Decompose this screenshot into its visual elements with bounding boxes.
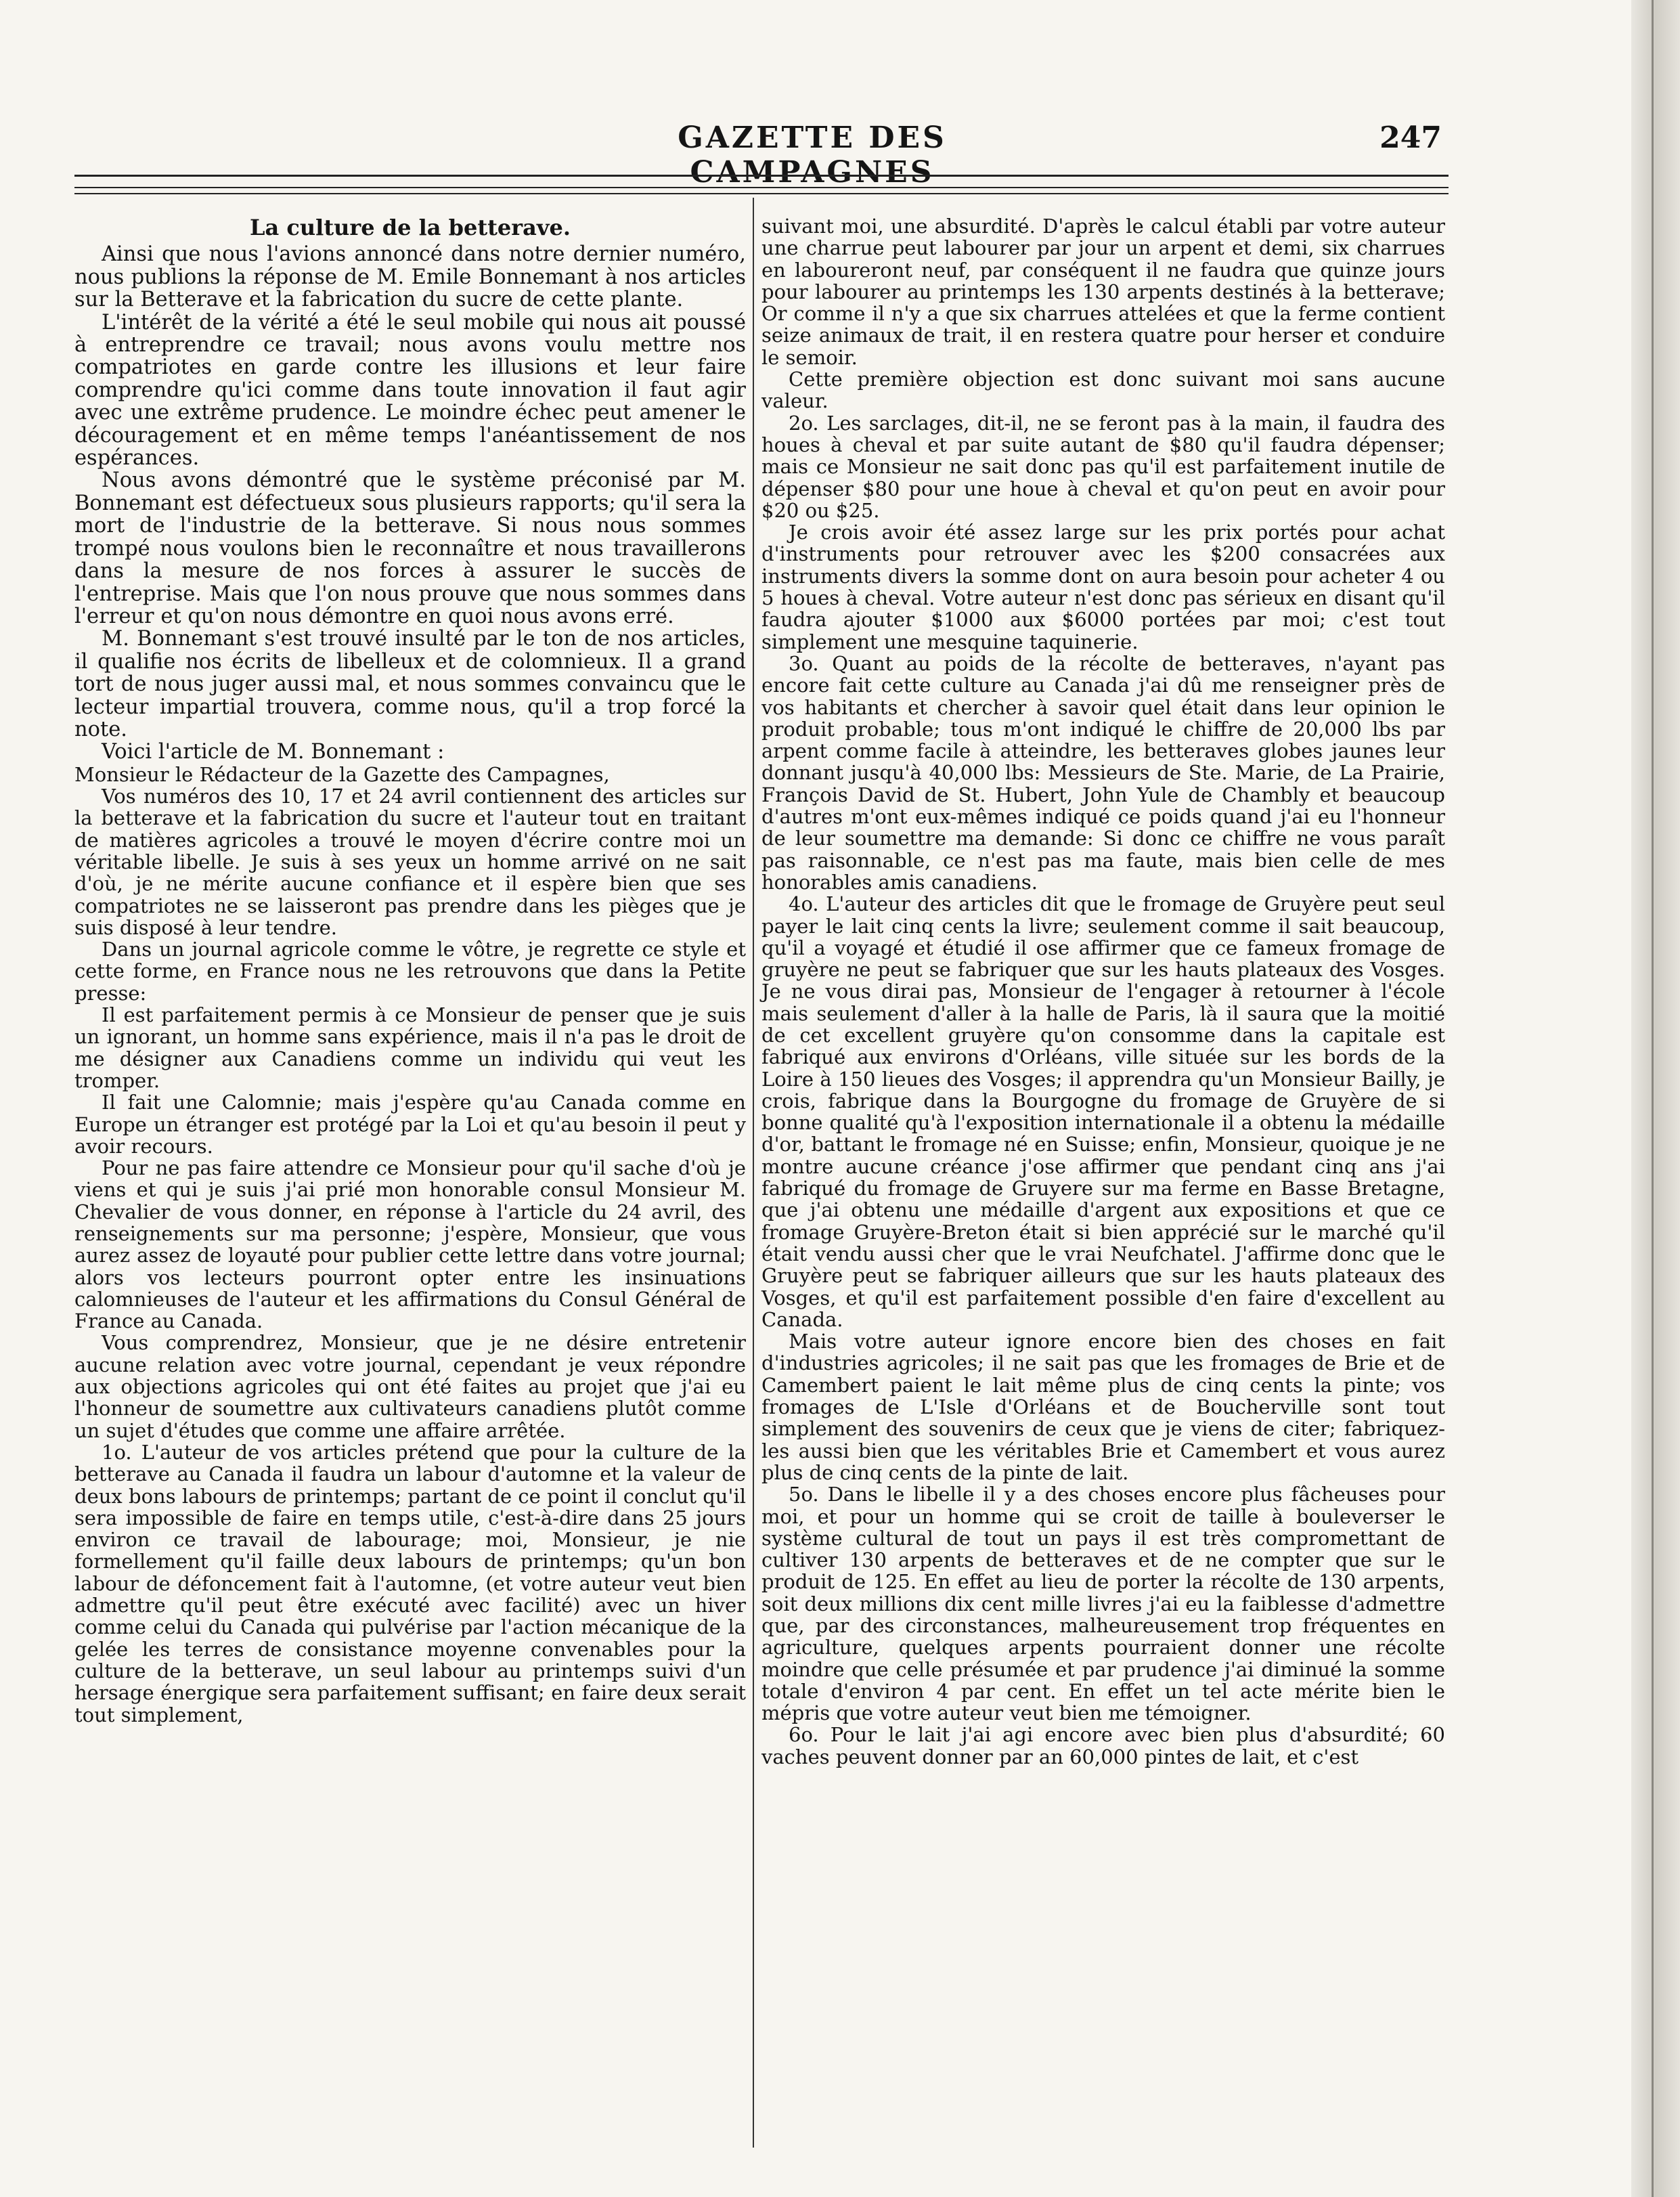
paragraph: M. Bonnemant s'est trouvé insulté par le ton de nos articles, il qualifie nos écrits de libelleux et de colomnieux. Il a grand tort de nous juger aussi mal, et nous sommes convaincu que le lecteur impartial trouvera, comme nous, qu'il a trop forcé la note. (74, 627, 746, 741)
letter-paragraph: 5o. Dans le libelle il y a des choses encore plus fâcheuses pour moi, et pour un homme qui se croit de taille à bouleverser le système cultural de tout un pays il est très compromettant de cultiver 130 arpents de betteraves et de ne compter que sur le produit de 125. En effet au lieu de porter la récolte de 130 arpents, soit deux millions dix cent mille livres j'ai eu la faiblesse d'admettre que, par des circonstances, malheureusement trop fréquentes en agriculture, quelques arpents pourraient donner une récolte moindre que celle présumée et par prudence j'ai diminué la somme totale d'environ 4 par cent. En effet un tel acte mérite bien le mépris que votre auteur veut bien me témoigner. (761, 1483, 1445, 1725)
letter-paragraph: Il fait une Calomnie; mais j'espère qu'au Canada comme en Europe un étranger est protégé par la Loi et qu'au besoin il peut y avoir recours. (74, 1091, 746, 1158)
letter-paragraph: 4o. L'auteur des articles dit que le fromage de Gruyère peut seul payer le lait cinq cents la livre; seulement comme il sait beaucoup, qu'il a voyagé et étudié il ose affirmer que ce fameux fromage de gruyère ne peut se fabriquer que sur les hauts plateaux des Vosges. Je ne vous dirai pas, Monsieur de l'engager à retourner à l'école mais seulement d'aller à la halle de Paris, là il saura que la moitié de cet excellent gruyère qu'on consomme dans la capitale est fabriqué aux environs d'Orléans, ville située sur les bords de la Loire à 150 lieues des Vosges; il apprendra qu'un Monsieur Bailly, je crois, fabrique dans la Bourgogne du fromage de Gruyère de si bonne qualité qu'à l'exposition internationale il a obtenu la médaille d'or, battant le fromage né en Suisse; enfin, Monsieur, quoique je ne montre aucune créance j'ose affirmer que pendant cinq ans j'ai fabriqué du fromage de Gruyere sur ma ferme en Basse Bretagne, que j'ai obtenu une médaille d'argent aux expositions et que ce fromage Gruyère-Breton était si bien apprécié sur le marché qu'il était vendu aussi cher que le vrai Neufchatel. J'affirme donc que le Gruyère peut se fabriquer ailleurs que sur les hauts plateaux des Vosges, et qu'il est parfaitement possible d'en faire d'excellent au Canada. (761, 892, 1445, 1331)
paragraph: L'intérêt de la vérité a été le seul mobile qui nous ait poussé à entreprendre ce travail; nous avons voulu mettre nos compatriotes en garde contre les illusions et leur faire comprendre qu'ici comme dans toute innovation il faut agir avec une extrême prudence. Le moindre échec peut amener le découragement et en même temps l'anéantissement de nos espérances. (74, 310, 746, 471)
letter-salutation: Monsieur le Rédacteur de la Gazette des Campagnes, (74, 762, 610, 786)
letter-paragraph: Vous comprendrez, Monsieur, que je ne désire entretenir aucune relation avec votre journal, cependant je veux répondre aux objections agricoles qui ont été faites au projet que j'ai eu l'honneur de soumettre aux cultivateurs canadiens plutôt comme un sujet d'études que comme une affaire arrêtée. (74, 1331, 746, 1442)
article-heading: La culture de la betterave. (250, 215, 571, 240)
paragraph: Ainsi que nous l'avions annoncé dans notre dernier numéro, nous publions la réponse de M. Emile Bonnemant à nos articles sur la Betterave et la fabrication du sucre de cette plante. (74, 242, 746, 312)
letter-paragraph: Je crois avoir été assez large sur les prix portés pour achat d'instruments pour retrouver avec les $200 consacrées aux instruments divers la somme dont on aura besoin pour acheter 4 ou 5 houes à cheval. Votre auteur n'est donc pas sérieux en disant qu'il faudra ajouter $1000 aux $6000 portées par moi; c'est tout simplement une mesquine taquinerie. (761, 521, 1445, 653)
page-header (68, 121, 1449, 190)
letter-paragraph: Pour ne pas faire attendre ce Monsieur pour qu'il sache d'où je viens et qui je suis j'ai prié mon honorable consul Monsieur M. Chevalier de vous donner, en réponse à l'article du 24 avril, des renseignements sur ma personne; j'espère, Monsieur, que vous aurez assez de loyauté pour publier cette lettre dans votre journal; alors vos lecteurs pourront opter entre les insinuations calomnieuses de l'auteur et les affirmations du Consul Général de France au Canada. (74, 1156, 746, 1333)
letter-paragraph: suivant moi, une absurdité. D'après le calcul établi par votre auteur une charrue peut labourer par jour un arpent et demi, six charrues en laboureront neuf, par conséquent il ne faudra que quinze jours pour labourer au printemps les 130 arpents destinés à la betterave; Or comme il n'y a que six charrues attelées et que la ferme contient seize animaux de trait, il en restera quatre pour herser et conduire le semoir. (761, 215, 1445, 369)
right-column (761, 215, 1445, 1768)
letter-paragraph: Il est parfaitement permis à ce Monsieur de penser que je suis un ignorant, un homme sans expérience, mais il n'a pas le droit de me désigner aux Canadiens comme un individu qui veut les tromper. (74, 1003, 746, 1092)
letter-paragraph: Dans un journal agricole comme le vôtre, je regrette ce style et cette forme, en France nous ne les retrouvons que dans la Petite presse: (74, 938, 746, 1005)
paragraph: Voici l'article de M. Bonnemant : (102, 740, 445, 764)
header-rule-double-lower (74, 193, 1449, 194)
binding-streak (1652, 0, 1654, 2197)
header-rule-double (74, 187, 1449, 188)
scanned-binding-edge (1631, 0, 1680, 2197)
letter-paragraph: 3o. Quant au poids de la récolte de betteraves, n'ayant pas encore fait cette culture au Canada j'ai dû me renseigner près de vos habitants et chercher à savoir quel était dans leur opinion le produit probable; tous m'ont indiqué le chiffre de 20,000 lbs par arpent comme facile à atteindre, les betteraves globes jaunes leur donnant jusqu'à 40,000 lbs: Messieurs de Ste. Marie, de La Prairie, François David de St. Hubert, John Yule de Chambly et beaucoup d'autres m'ont eux-mêmes indiqué ce poids quand j'ai eu l'honneur de leur soumettre ma demande: Si donc ce chiffre ne vous paraît pas raisonnable, ce n'est pas ma faute, mais bien celle de mes honorables amis canadiens. (761, 651, 1445, 894)
letter-paragraph: 1o. L'auteur de vos articles prétend que pour la culture de la betterave au Canada il faudra un labour d'automne et la valeur de deux bons labours de printemps; partant de ce point il conclut qu'il sera impossible de faire en temps utile, c'est-à-dire dans 25 jours environ ce travail de labourage; moi, Monsieur, je nie formellement qu'il faille deux labours de printemps; qu'un bon labour de défoncement fait à l'automne, (et votre auteur veut bien admettre qu'il peut être exécuté avec facilité) avec un hiver comme celui du Canada qui pulvérise par l'action mécanique de la gelée les terres de consistance moyenne convenables pour la culture de la betterave, un seul labour au printemps suivi d'un hersage énergique sera parfaitement suffisant; en faire deux serait tout simplement, (74, 1440, 746, 1726)
paragraph: Nous avons démontré que le système préconisé par M. Bonnemant est défectueux sous plusieurs rapports; qu'il sera la mort de l'industrie de la betterave. Si nous nous sommes trompé nous voulons bien le reconnaître et nous travaillerons dans la mesure de nos forces à assurer le succès de l'entreprise. Mais que l'on nous prouve que nous sommes dans l'erreur et qu'on nous démontre en quoi nous avons erré. (74, 469, 746, 628)
letter-paragraph: Mais votre auteur ignore encore bien des choses en fait d'industries agricoles; il ne sait pas que les fromages de Brie et de Camembert paient le lait même plus de cinq cents la pinte; vos fromages de L'Isle d'Orléans et de Boucherville sont tout simplement des souvenirs de ceux que je viens de citer; fabriquez-les aussi bien que les véritables Brie et Camembert et vous aurez plus de cinq cents de la pinte de lait. (761, 1330, 1445, 1484)
letter-paragraph: 6o. Pour le lait j'ai agi encore avec bien plus d'absurdité; 60 vaches peuvent donner par an 60,000 pintes de lait, et c'est (761, 1723, 1445, 1768)
left-column (74, 215, 746, 1726)
letter-paragraph: Cette première objection est donc suivant moi sans aucune valeur. (761, 368, 1445, 413)
header-rule (74, 175, 1449, 177)
page-number: 247 (1379, 121, 1442, 155)
newspaper-title: GAZETTE DES CAMPAGNES (678, 121, 947, 190)
letter-paragraph: 2o. Les sarclages, dit-il, ne se feront pas à la main, il faudra des houes à cheval et par suite autant de $80 qu'il faudra dépenser; mais ce Monsieur ne sait donc pas qu'il est parfaitement inutile de dépenser $80 pour une houe à cheval et qu'on peut en avoir pour $20 ou $25. (761, 411, 1445, 522)
column-divider (753, 198, 754, 2148)
letter-paragraph: Vos numéros des 10, 17 et 24 avril contiennent des articles sur la betterave et la fabrication du sucre et l'auteur tout en traitant de matières agricoles a trouvé le moyen d'écrire contre moi un véritable libelle. Je suis à ses yeux un homme arrivé on ne sait d'où, je ne mérite aucune confiance et il espère bien que ses compatriotes ne se laisseront pas prendre dans les pièges que je suis disposé à leur tendre. (74, 785, 746, 939)
